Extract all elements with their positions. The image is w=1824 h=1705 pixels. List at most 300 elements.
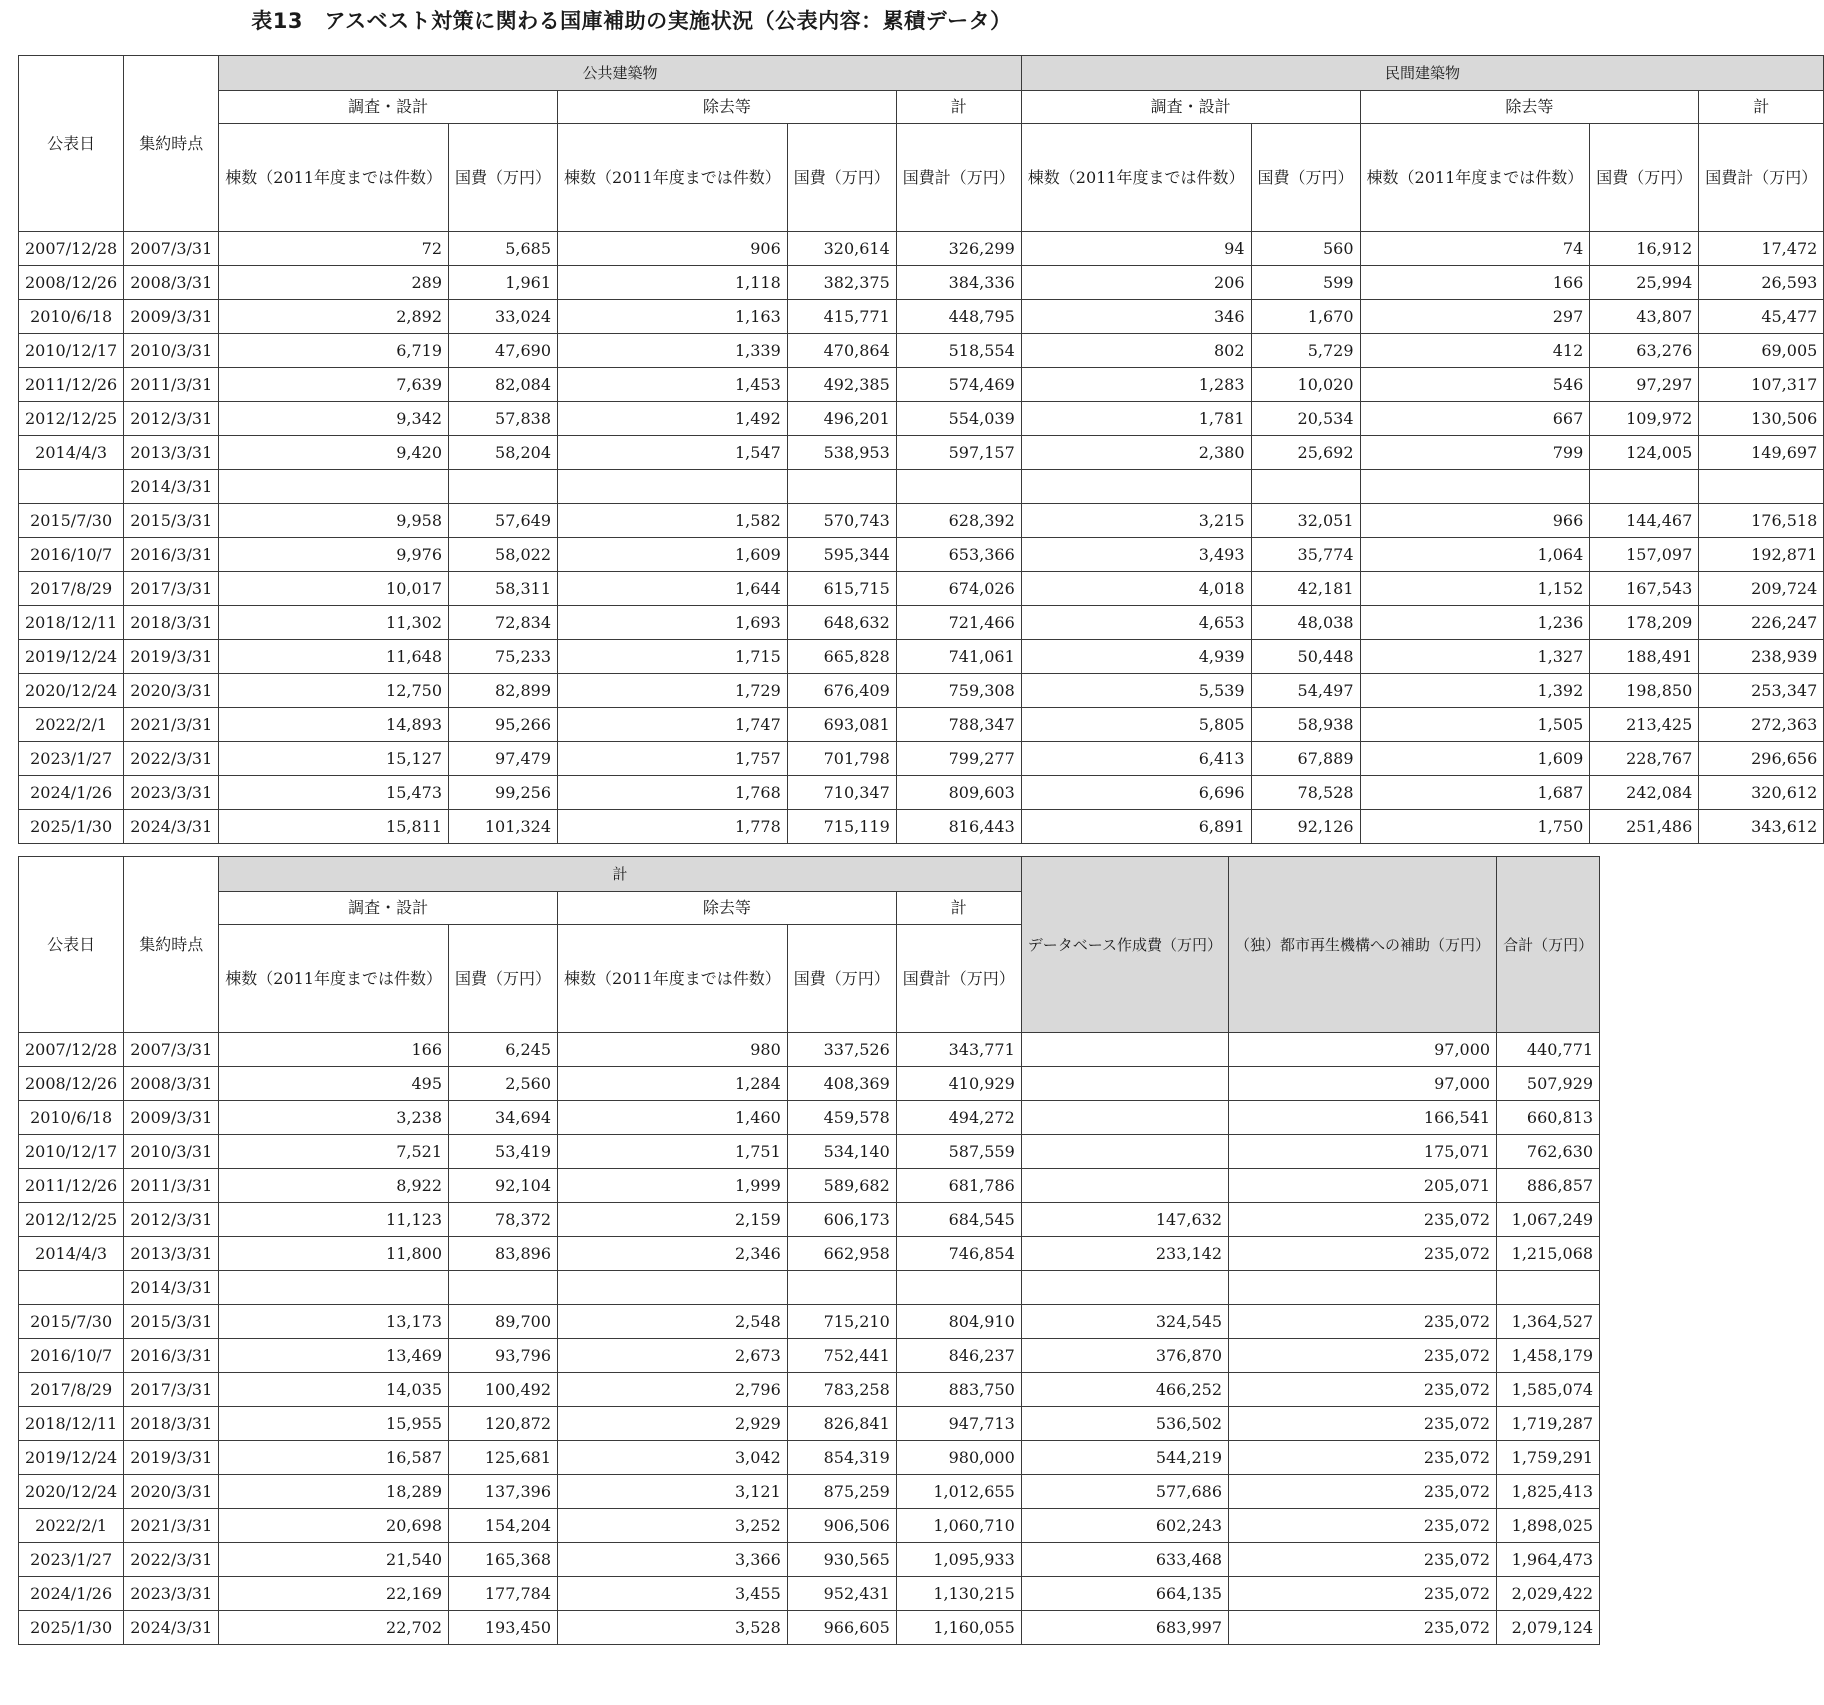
- table-row: [19, 1407, 1600, 1441]
- table-row: [19, 1373, 1600, 1407]
- value-cell: 2,548: [558, 1305, 788, 1339]
- table-row: [19, 1169, 1600, 1203]
- value-cell: 1,064: [1360, 538, 1590, 572]
- value-cell: 684,545: [896, 1203, 1021, 1237]
- value-cell: 587,559: [896, 1135, 1021, 1169]
- value-cell: 1,160,055: [896, 1611, 1021, 1645]
- tally-date-cell: 2014/3/31: [124, 470, 219, 504]
- tally-date-cell: 2020/3/31: [124, 674, 219, 708]
- value-cell: 597,157: [896, 436, 1021, 470]
- value-cell: 802: [1021, 334, 1251, 368]
- value-cell: [1251, 470, 1360, 504]
- header-private-removal: 除去等: [1360, 91, 1699, 124]
- tally-date-cell: 2023/3/31: [124, 776, 219, 810]
- publish-date-cell: 2012/12/25: [19, 402, 124, 436]
- value-cell: 6,891: [1021, 810, 1251, 844]
- value-cell: 67,889: [1251, 742, 1360, 776]
- value-cell: 272,363: [1699, 708, 1824, 742]
- tally-date-cell: 2024/3/31: [124, 1611, 219, 1645]
- value-cell: 683,997: [1021, 1611, 1228, 1645]
- publish-date-cell: 2022/2/1: [19, 1509, 124, 1543]
- value-cell: 6,413: [1021, 742, 1251, 776]
- value-cell: 63,276: [1590, 334, 1699, 368]
- value-cell: 496,201: [787, 402, 896, 436]
- header-private-buildings: 民間建築物: [1021, 56, 1824, 91]
- value-cell: 554,039: [896, 402, 1021, 436]
- value-cell: 448,795: [896, 300, 1021, 334]
- table-row: [19, 1033, 1600, 1067]
- tally-date-cell: 2017/3/31: [124, 1373, 219, 1407]
- table-row: [19, 1101, 1600, 1135]
- value-cell: [1021, 1067, 1228, 1101]
- tally-date-cell: 2021/3/31: [124, 1509, 219, 1543]
- value-cell: [787, 1271, 896, 1305]
- table-row: [19, 232, 1824, 266]
- value-cell: 251,486: [1590, 810, 1699, 844]
- value-cell: 9,420: [219, 436, 449, 470]
- value-cell: 715,119: [787, 810, 896, 844]
- value-cell: 15,955: [219, 1407, 449, 1441]
- value-cell: 58,311: [449, 572, 558, 606]
- value-cell: 3,042: [558, 1441, 788, 1475]
- value-cell: 1,747: [558, 708, 788, 742]
- publish-date-cell: 2015/7/30: [19, 1305, 124, 1339]
- value-cell: 676,409: [787, 674, 896, 708]
- value-cell: 137,396: [449, 1475, 558, 1509]
- value-cell: 22,169: [219, 1577, 449, 1611]
- value-cell: 69,005: [1699, 334, 1824, 368]
- value-cell: 606,173: [787, 1203, 896, 1237]
- header-ur-subsidy: （独）都市再生機構への補助（万円）: [1229, 857, 1497, 1033]
- value-cell: 615,715: [787, 572, 896, 606]
- value-cell: 4,939: [1021, 640, 1251, 674]
- value-cell: [1021, 1101, 1228, 1135]
- publish-date-cell: 2018/12/11: [19, 1407, 124, 1441]
- tally-date-cell: 2021/3/31: [124, 708, 219, 742]
- tally-date-cell: 2019/3/31: [124, 1441, 219, 1475]
- value-cell: 788,347: [896, 708, 1021, 742]
- tally-date-cell: 2013/3/31: [124, 436, 219, 470]
- value-cell: 21,540: [219, 1543, 449, 1577]
- value-cell: 1,778: [558, 810, 788, 844]
- value-cell: 154,204: [449, 1509, 558, 1543]
- publish-date-cell: 2025/1/30: [19, 810, 124, 844]
- publish-date-cell: 2007/12/28: [19, 1033, 124, 1067]
- value-cell: 16,912: [1590, 232, 1699, 266]
- publish-date-cell: 2014/4/3: [19, 1237, 124, 1271]
- value-cell: 1,609: [558, 538, 788, 572]
- value-cell: 5,539: [1021, 674, 1251, 708]
- header-survey: 調査・設計: [219, 892, 558, 925]
- value-cell: 1,460: [558, 1101, 788, 1135]
- value-cell: 1,898,025: [1497, 1509, 1600, 1543]
- value-cell: 952,431: [787, 1577, 896, 1611]
- value-cell: 518,554: [896, 334, 1021, 368]
- value-cell: 337,526: [787, 1033, 896, 1067]
- value-cell: 320,614: [787, 232, 896, 266]
- value-cell: 97,000: [1229, 1067, 1497, 1101]
- value-cell: 1,118: [558, 266, 788, 300]
- value-cell: 206: [1021, 266, 1251, 300]
- publish-date-cell: 2020/12/24: [19, 674, 124, 708]
- value-cell: 11,648: [219, 640, 449, 674]
- value-cell: 235,072: [1229, 1373, 1497, 1407]
- header-public-removal: 除去等: [558, 91, 897, 124]
- publish-date-cell: 2012/12/25: [19, 1203, 124, 1237]
- value-cell: 412: [1360, 334, 1590, 368]
- value-cell: 384,336: [896, 266, 1021, 300]
- tally-date-cell: 2007/3/31: [124, 232, 219, 266]
- value-cell: 343,771: [896, 1033, 1021, 1067]
- table-row: [19, 402, 1824, 436]
- value-cell: 701,798: [787, 742, 896, 776]
- header-total: 計: [896, 892, 1021, 925]
- value-cell: 1,067,249: [1497, 1203, 1600, 1237]
- value-cell: 1,715: [558, 640, 788, 674]
- value-cell: 886,857: [1497, 1169, 1600, 1203]
- header-tally-date: 集約時点: [124, 857, 219, 1033]
- value-cell: 82,084: [449, 368, 558, 402]
- value-cell: 11,123: [219, 1203, 449, 1237]
- value-cell: 238,939: [1699, 640, 1824, 674]
- value-cell: 495: [219, 1067, 449, 1101]
- value-cell: 1,670: [1251, 300, 1360, 334]
- table-row: [19, 810, 1824, 844]
- tally-date-cell: 2008/3/31: [124, 1067, 219, 1101]
- value-cell: 1,609: [1360, 742, 1590, 776]
- table-row: [19, 1441, 1600, 1475]
- value-cell: 930,565: [787, 1543, 896, 1577]
- value-cell: 492,385: [787, 368, 896, 402]
- value-cell: 72,834: [449, 606, 558, 640]
- value-cell: 2,159: [558, 1203, 788, 1237]
- value-cell: 33,024: [449, 300, 558, 334]
- value-cell: 297: [1360, 300, 1590, 334]
- header-cost: 国費（万円）: [449, 925, 558, 1033]
- value-cell: 74: [1360, 232, 1590, 266]
- value-cell: [1021, 1271, 1228, 1305]
- value-cell: [1021, 470, 1251, 504]
- value-cell: 534,140: [787, 1135, 896, 1169]
- value-cell: 1,012,655: [896, 1475, 1021, 1509]
- publish-date-cell: 2010/6/18: [19, 300, 124, 334]
- value-cell: 536,502: [1021, 1407, 1228, 1441]
- table-row: [19, 742, 1824, 776]
- value-cell: 235,072: [1229, 1611, 1497, 1645]
- header-cost: 国費（万円）: [787, 124, 896, 232]
- value-cell: 3,455: [558, 1577, 788, 1611]
- value-cell: 693,081: [787, 708, 896, 742]
- value-cell: 1,453: [558, 368, 788, 402]
- value-cell: 2,029,422: [1497, 1577, 1600, 1611]
- value-cell: 11,800: [219, 1237, 449, 1271]
- value-cell: 6,719: [219, 334, 449, 368]
- value-cell: 82,899: [449, 674, 558, 708]
- table-row: [19, 1271, 1600, 1305]
- value-cell: 42,181: [1251, 572, 1360, 606]
- value-cell: [1021, 1033, 1228, 1067]
- value-cell: 1,644: [558, 572, 788, 606]
- tally-date-cell: 2012/3/31: [124, 402, 219, 436]
- value-cell: [1021, 1135, 1228, 1169]
- table-row: [19, 470, 1824, 504]
- value-cell: 20,534: [1251, 402, 1360, 436]
- value-cell: 2,079,124: [1497, 1611, 1600, 1645]
- value-cell: 1,719,287: [1497, 1407, 1600, 1441]
- value-cell: 906,506: [787, 1509, 896, 1543]
- value-cell: 16,587: [219, 1441, 449, 1475]
- value-cell: 2,929: [558, 1407, 788, 1441]
- value-cell: 5,805: [1021, 708, 1251, 742]
- value-cell: 13,469: [219, 1339, 449, 1373]
- value-cell: 875,259: [787, 1475, 896, 1509]
- tally-date-cell: 2011/3/31: [124, 1169, 219, 1203]
- value-cell: 906: [558, 232, 788, 266]
- tally-date-cell: 2011/3/31: [124, 368, 219, 402]
- value-cell: 89,700: [449, 1305, 558, 1339]
- value-cell: 664,135: [1021, 1577, 1228, 1611]
- tally-date-cell: 2022/3/31: [124, 742, 219, 776]
- header-database-cost: データベース作成費（万円）: [1021, 857, 1228, 1033]
- header-count: 棟数（2011年度までは件数）: [558, 124, 788, 232]
- value-cell: 1,781: [1021, 402, 1251, 436]
- value-cell: 235,072: [1229, 1577, 1497, 1611]
- value-cell: 125,681: [449, 1441, 558, 1475]
- value-cell: 50,448: [1251, 640, 1360, 674]
- publish-date-cell: 2024/1/26: [19, 776, 124, 810]
- header-private-total: 計: [1699, 91, 1824, 124]
- value-cell: 166,541: [1229, 1101, 1497, 1135]
- value-cell: 382,375: [787, 266, 896, 300]
- value-cell: 235,072: [1229, 1237, 1497, 1271]
- value-cell: 93,796: [449, 1339, 558, 1373]
- header-private-survey: 調査・設計: [1021, 91, 1360, 124]
- value-cell: 72: [219, 232, 449, 266]
- value-cell: 746,854: [896, 1237, 1021, 1271]
- header-tally-date: 集約時点: [124, 56, 219, 232]
- value-cell: 15,811: [219, 810, 449, 844]
- table-row: [19, 266, 1824, 300]
- value-cell: 410,929: [896, 1067, 1021, 1101]
- value-cell: 209,724: [1699, 572, 1824, 606]
- value-cell: 966,605: [787, 1611, 896, 1645]
- value-cell: 662,958: [787, 1237, 896, 1271]
- value-cell: 1,693: [558, 606, 788, 640]
- value-cell: 1,768: [558, 776, 788, 810]
- header-cost: 国費（万円）: [787, 925, 896, 1033]
- table-row: [19, 1067, 1600, 1101]
- publish-date-cell: 2016/10/7: [19, 1339, 124, 1373]
- value-cell: 58,204: [449, 436, 558, 470]
- value-cell: 2,796: [558, 1373, 788, 1407]
- value-cell: 799: [1360, 436, 1590, 470]
- publish-date-cell: 2024/1/26: [19, 1577, 124, 1611]
- header-count: 棟数（2011年度までは件数）: [1360, 124, 1590, 232]
- value-cell: 78,528: [1251, 776, 1360, 810]
- value-cell: 1,095,933: [896, 1543, 1021, 1577]
- value-cell: 574,469: [896, 368, 1021, 402]
- value-cell: 376,870: [1021, 1339, 1228, 1373]
- value-cell: 95,266: [449, 708, 558, 742]
- value-cell: 7,521: [219, 1135, 449, 1169]
- value-cell: 715,210: [787, 1305, 896, 1339]
- tally-date-cell: 2009/3/31: [124, 1101, 219, 1135]
- value-cell: 48,038: [1251, 606, 1360, 640]
- header-public-buildings: 公共建築物: [219, 56, 1022, 91]
- value-cell: 628,392: [896, 504, 1021, 538]
- value-cell: 57,649: [449, 504, 558, 538]
- value-cell: 1,759,291: [1497, 1441, 1600, 1475]
- value-cell: 538,953: [787, 436, 896, 470]
- value-cell: 235,072: [1229, 1203, 1497, 1237]
- header-public-survey: 調査・設計: [219, 91, 558, 124]
- value-cell: [449, 470, 558, 504]
- value-cell: 235,072: [1229, 1305, 1497, 1339]
- value-cell: 459,578: [787, 1101, 896, 1135]
- value-cell: 1,060,710: [896, 1509, 1021, 1543]
- value-cell: 99,256: [449, 776, 558, 810]
- value-cell: 1,458,179: [1497, 1339, 1600, 1373]
- value-cell: 710,347: [787, 776, 896, 810]
- value-cell: 53,419: [449, 1135, 558, 1169]
- value-cell: 7,639: [219, 368, 449, 402]
- header-cost: 国費（万円）: [1590, 124, 1699, 232]
- value-cell: 242,084: [1590, 776, 1699, 810]
- value-cell: 507,929: [1497, 1067, 1600, 1101]
- value-cell: 75,233: [449, 640, 558, 674]
- value-cell: 34,694: [449, 1101, 558, 1135]
- tally-date-cell: 2014/3/31: [124, 1271, 219, 1305]
- publish-date-cell: 2010/12/17: [19, 1135, 124, 1169]
- value-cell: 346: [1021, 300, 1251, 334]
- header-publish-date: 公表日: [19, 56, 124, 232]
- header-cost-total: 国費計（万円）: [896, 124, 1021, 232]
- table-row: [19, 1611, 1600, 1645]
- value-cell: 15,473: [219, 776, 449, 810]
- value-cell: 1,729: [558, 674, 788, 708]
- value-cell: 408,369: [787, 1067, 896, 1101]
- value-cell: 78,372: [449, 1203, 558, 1237]
- value-cell: 1,130,215: [896, 1577, 1021, 1611]
- value-cell: [1021, 1169, 1228, 1203]
- header-count: 棟数（2011年度までは件数）: [219, 925, 449, 1033]
- value-cell: 470,864: [787, 334, 896, 368]
- value-cell: 120,872: [449, 1407, 558, 1441]
- value-cell: 1,825,413: [1497, 1475, 1600, 1509]
- tally-date-cell: 2009/3/31: [124, 300, 219, 334]
- value-cell: 681,786: [896, 1169, 1021, 1203]
- publish-date-cell: 2025/1/30: [19, 1611, 124, 1645]
- value-cell: 107,317: [1699, 368, 1824, 402]
- header-cost-total: 国費計（万円）: [896, 925, 1021, 1033]
- table-public-private: [18, 55, 1824, 844]
- value-cell: 3,493: [1021, 538, 1251, 572]
- table-row: [19, 572, 1824, 606]
- value-cell: 560: [1251, 232, 1360, 266]
- tally-date-cell: 2024/3/31: [124, 810, 219, 844]
- value-cell: 124,005: [1590, 436, 1699, 470]
- value-cell: 97,297: [1590, 368, 1699, 402]
- value-cell: 188,491: [1590, 640, 1699, 674]
- table-row: [19, 1203, 1600, 1237]
- header-combined-total: 計: [219, 857, 1022, 892]
- tally-date-cell: 2020/3/31: [124, 1475, 219, 1509]
- value-cell: 1,364,527: [1497, 1305, 1600, 1339]
- header-count: 棟数（2011年度までは件数）: [1021, 124, 1251, 232]
- header-count: 棟数（2011年度までは件数）: [558, 925, 788, 1033]
- table-row: [19, 1305, 1600, 1339]
- header-count: 棟数（2011年度までは件数）: [219, 124, 449, 232]
- value-cell: 343,612: [1699, 810, 1824, 844]
- publish-date-cell: 2016/10/7: [19, 538, 124, 572]
- value-cell: 440,771: [1497, 1033, 1600, 1067]
- tally-date-cell: 2016/3/31: [124, 538, 219, 572]
- tally-date-cell: 2008/3/31: [124, 266, 219, 300]
- value-cell: 3,238: [219, 1101, 449, 1135]
- value-cell: [219, 1271, 449, 1305]
- value-cell: 289: [219, 266, 449, 300]
- value-cell: [558, 470, 788, 504]
- value-cell: 5,729: [1251, 334, 1360, 368]
- publish-date-cell: 2011/12/26: [19, 368, 124, 402]
- value-cell: 1,547: [558, 436, 788, 470]
- value-cell: 9,976: [219, 538, 449, 572]
- value-cell: 602,243: [1021, 1509, 1228, 1543]
- table-row: [19, 300, 1824, 334]
- value-cell: 17,472: [1699, 232, 1824, 266]
- header-cost: 国費（万円）: [449, 124, 558, 232]
- table-row: [19, 1339, 1600, 1373]
- value-cell: 2,346: [558, 1237, 788, 1271]
- header-removal: 除去等: [558, 892, 897, 925]
- publish-date-cell: 2022/2/1: [19, 708, 124, 742]
- value-cell: 97,000: [1229, 1033, 1497, 1067]
- header-publish-date: 公表日: [19, 857, 124, 1033]
- header-public-total: 計: [896, 91, 1021, 124]
- value-cell: 296,656: [1699, 742, 1824, 776]
- value-cell: 3,252: [558, 1509, 788, 1543]
- table-row: [19, 504, 1824, 538]
- value-cell: 92,126: [1251, 810, 1360, 844]
- value-cell: 721,466: [896, 606, 1021, 640]
- value-cell: 1,339: [558, 334, 788, 368]
- publish-date-cell: [19, 1271, 124, 1305]
- value-cell: 18,289: [219, 1475, 449, 1509]
- value-cell: 648,632: [787, 606, 896, 640]
- value-cell: 3,215: [1021, 504, 1251, 538]
- tally-date-cell: 2012/3/31: [124, 1203, 219, 1237]
- value-cell: 193,450: [449, 1611, 558, 1645]
- publish-date-cell: 2019/12/24: [19, 1441, 124, 1475]
- value-cell: 101,324: [449, 810, 558, 844]
- value-cell: 35,774: [1251, 538, 1360, 572]
- value-cell: 14,893: [219, 708, 449, 742]
- value-cell: 47,690: [449, 334, 558, 368]
- value-cell: 4,018: [1021, 572, 1251, 606]
- value-cell: 783,258: [787, 1373, 896, 1407]
- value-cell: 1,284: [558, 1067, 788, 1101]
- value-cell: 1,582: [558, 504, 788, 538]
- value-cell: 13,173: [219, 1305, 449, 1339]
- value-cell: 157,097: [1590, 538, 1699, 572]
- value-cell: 233,142: [1021, 1237, 1228, 1271]
- value-cell: 1,215,068: [1497, 1237, 1600, 1271]
- value-cell: [1699, 470, 1824, 504]
- value-cell: 762,630: [1497, 1135, 1600, 1169]
- tally-date-cell: 2016/3/31: [124, 1339, 219, 1373]
- tally-date-cell: 2015/3/31: [124, 504, 219, 538]
- value-cell: 980: [558, 1033, 788, 1067]
